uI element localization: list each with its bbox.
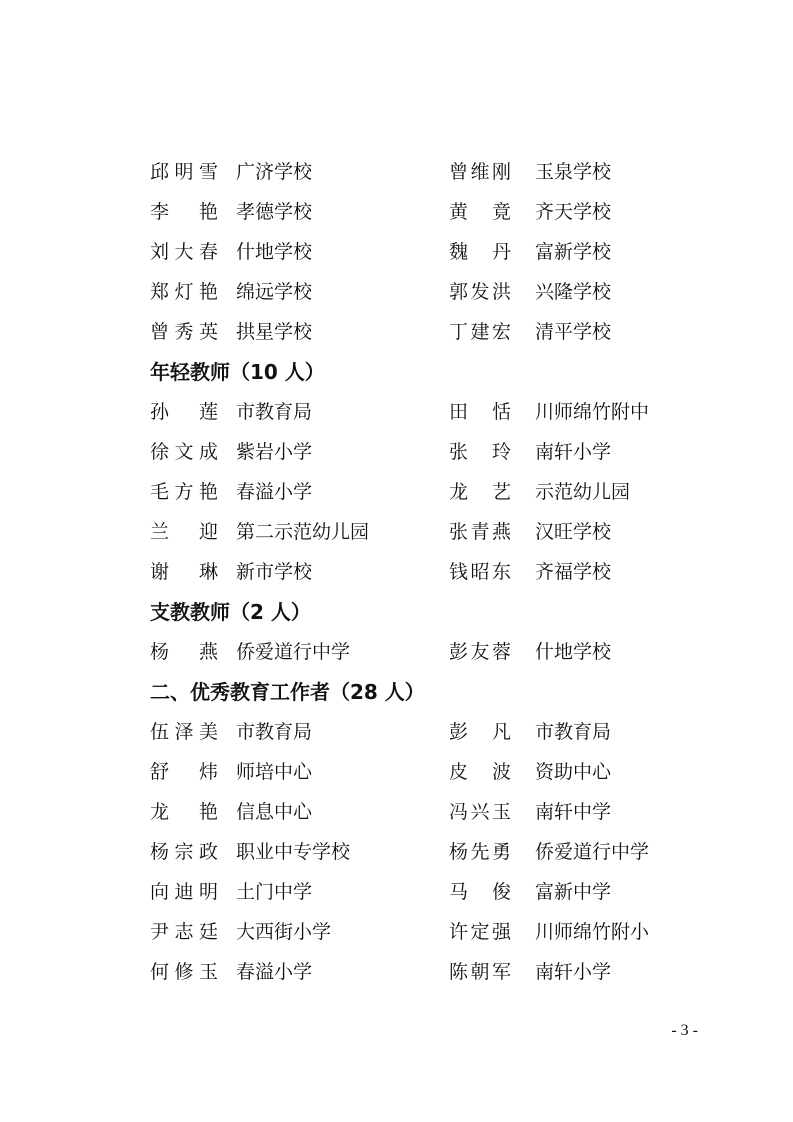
person-name: 向迪明 [150,881,218,903]
organization: 南轩中学 [535,801,612,823]
person-name: 毛方艳 [150,481,218,503]
list-row [0,272,793,312]
list-row [0,432,793,472]
organization: 富新中学 [535,881,612,903]
list-row [0,192,793,232]
page-number: - 3 - [671,1022,698,1039]
person-name: 谢琳 [150,561,218,583]
organization: 什地学校 [535,641,612,663]
person-name: 皮波 [449,761,511,783]
organization: 春溢小学 [236,481,313,503]
person-name: 曾秀英 [150,321,218,343]
list-row [0,512,793,552]
person-name: 舒炜 [150,761,218,783]
person-name: 冯兴玉 [449,801,511,823]
list-row [0,952,793,992]
person-name: 许定强 [449,921,511,943]
organization: 孝德学校 [236,201,313,223]
person-name: 兰迎 [150,521,218,543]
organization: 大西街小学 [236,921,332,943]
list-row [0,632,793,672]
organization: 市教育局 [535,721,612,743]
person-name: 曾维刚 [449,161,511,183]
person-name: 田恬 [449,401,511,423]
organization: 齐福学校 [535,561,612,583]
person-name: 刘大春 [150,241,218,263]
organization: 春溢小学 [236,961,313,983]
section-heading: 年轻教师（10 人） [150,360,325,384]
organization: 汉旺学校 [535,521,612,543]
person-name: 彭凡 [449,721,511,743]
person-name: 龙艳 [150,801,218,823]
organization: 川师绵竹附中 [535,401,650,423]
organization: 第二示范幼儿园 [236,521,370,543]
organization: 信息中心 [236,801,313,823]
person-name: 黄竟 [449,201,511,223]
organization: 师培中心 [236,761,313,783]
organization: 土门中学 [236,881,313,903]
organization: 齐天学校 [535,201,612,223]
person-name: 丁建宏 [449,321,511,343]
organization: 职业中专学校 [236,841,351,863]
organization: 市教育局 [236,401,313,423]
organization: 新市学校 [236,561,313,583]
list-row [0,712,793,752]
list-row [0,872,793,912]
organization: 玉泉学校 [535,161,612,183]
person-name: 何修玉 [150,961,218,983]
person-name: 杨燕 [150,641,218,663]
person-name: 彭友蓉 [449,641,511,663]
organization: 什地学校 [236,241,313,263]
organization: 广济学校 [236,161,313,183]
person-name: 魏丹 [449,241,511,263]
organization: 市教育局 [236,721,313,743]
person-name: 徐文成 [150,441,218,463]
person-name: 李艳 [150,201,218,223]
organization: 南轩小学 [535,441,612,463]
list-row [0,752,793,792]
organization: 川师绵竹附小 [535,921,650,943]
list-row [0,912,793,952]
person-name: 杨先勇 [449,841,511,863]
person-name: 杨宗政 [150,841,218,863]
list-row [0,152,793,192]
person-name: 郑灯艳 [150,281,218,303]
section-heading: 支教教师（2 人） [150,600,311,624]
organization: 紫岩小学 [236,441,313,463]
person-name: 马俊 [449,881,511,903]
organization: 侨爱道行中学 [236,641,351,663]
list-row [0,552,793,592]
list-row [0,832,793,872]
person-name: 张青燕 [449,521,511,543]
organization: 侨爱道行中学 [535,841,650,863]
list-row [0,472,793,512]
person-name: 龙艺 [449,481,511,503]
person-name: 孙莲 [150,401,218,423]
person-name: 尹志廷 [150,921,218,943]
person-name: 邱明雪 [150,161,218,183]
list-row [0,392,793,432]
organization: 富新学校 [535,241,612,263]
organization: 拱星学校 [236,321,313,343]
organization: 绵远学校 [236,281,313,303]
person-name: 张玲 [449,441,511,463]
organization: 清平学校 [535,321,612,343]
organization: 兴隆学校 [535,281,612,303]
list-row [0,312,793,352]
organization: 示范幼儿园 [535,481,631,503]
person-name: 钱昭东 [449,561,511,583]
section-heading: 二、优秀教育工作者（28 人） [150,680,425,704]
person-name: 郭发洪 [449,281,511,303]
person-name: 陈朝军 [449,961,511,983]
list-row [0,792,793,832]
organization: 南轩小学 [535,961,612,983]
organization: 资助中心 [535,761,612,783]
person-name: 伍泽美 [150,721,218,743]
list-row [0,232,793,272]
